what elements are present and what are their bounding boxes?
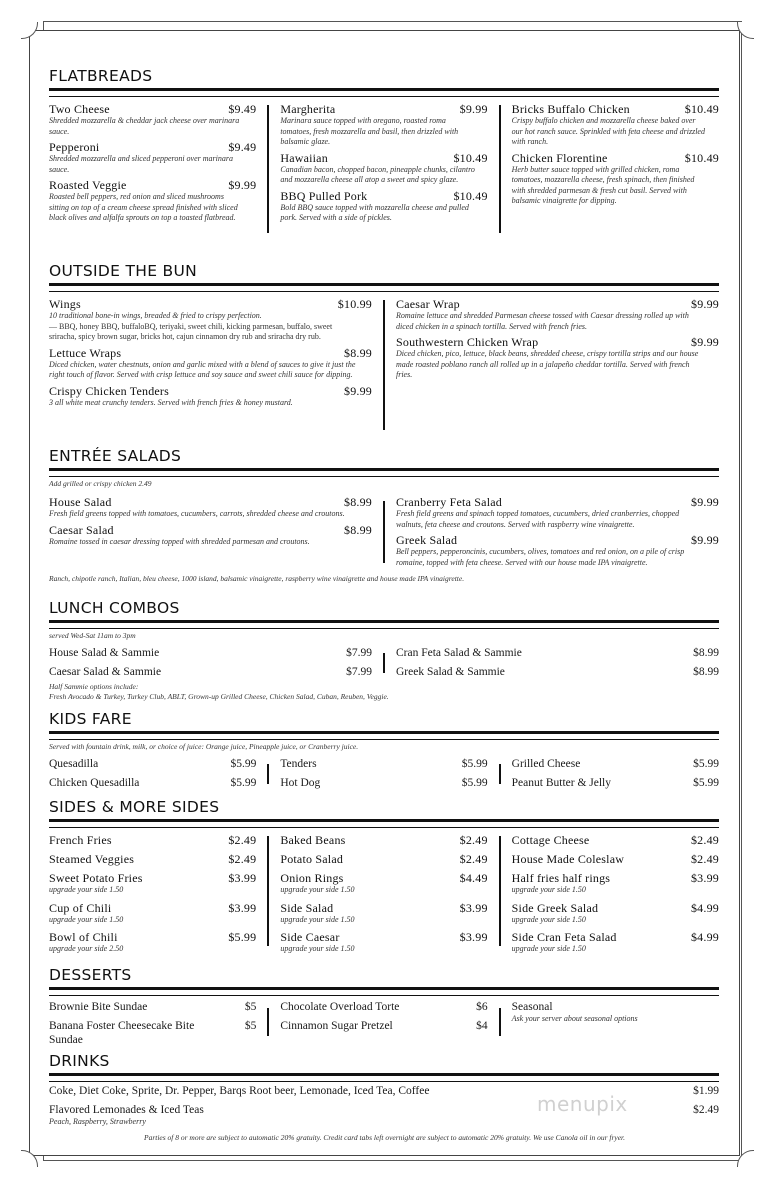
menu-column [49,99,256,233]
item-name: Quesadilla [49,758,99,770]
item-name: Brownie Bite Sundae [49,1001,148,1013]
item-price: $4.99 [690,930,719,944]
menu-item [280,1019,487,1033]
item-price: $5.99 [461,777,488,789]
item-price: $2.49 [459,833,488,847]
item-name: Potato Salad [280,852,344,866]
menu-column [49,752,256,790]
item-name: Chocolate Overload Torte [280,1001,400,1013]
item-price: $8.99 [693,647,719,659]
item-name: Baked Beans [280,833,346,847]
item-name: Cranberry Feta Salad [396,495,502,509]
upgrade-note: upgrade your side 1.50 [511,885,586,894]
item-price: $9.99 [459,102,488,116]
outside-bun-columns [49,294,719,430]
item-price: $10.99 [337,297,372,311]
section-outside-the-bun [49,261,719,438]
item-description: Romaine lettuce and shredded Parmesan cheese tossed with Caesar dressing rolled up with diced chicken in a spinach tortilla. Served with french fries. [396,311,689,331]
item-price: $8.99 [344,495,372,509]
item-name: House Made Coleslaw [511,852,625,866]
item-price: $9.99 [691,533,719,547]
item-name: Caesar Wrap [396,297,460,311]
item-price: $1.99 [693,1085,719,1097]
item-description: Shredded mozzarella and sliced pepperoni over marinara sauce. [49,154,233,174]
section-note: served Wed-Sat 11am to 3pm [49,631,136,640]
menu-column [280,752,487,790]
menu-item [512,102,719,148]
item-name: Greek Salad & Sammie [396,666,505,678]
item-name: Cottage Cheese [511,833,590,847]
menu-item [49,665,372,679]
section-rule [49,987,719,996]
menu-item [512,1000,719,1014]
menu-item [280,871,487,896]
menu-item [512,852,719,866]
menu-column [512,830,719,955]
menu-item [396,297,719,332]
menu-item [49,1000,256,1014]
item-name: Coke, Diet Coke, Sprite, Dr. Pepper, Barqs Root beer, Lemonade, Iced Tea, Coffee [49,1085,430,1097]
menu-item [396,646,719,660]
item-price: $8.99 [344,522,372,537]
menu-column [396,294,719,430]
item-price: $5 [244,1020,257,1032]
column-divider [499,764,501,784]
item-price: $10.49 [453,188,488,203]
menu-item [49,852,256,866]
item-price: $2.49 [693,1104,719,1116]
menu-item [280,757,487,771]
footer-note: Parties of 8 or more are subject to automatic 20% gratuity. Credit card tabs left overnight are subject to automatic 20% gratuity. We use Canola oil in our fryer. [143,1133,625,1142]
item-name: Lettuce Wraps [49,345,122,360]
item-description: Crispy buffalo chicken and mozzarella cheese baked over our hot ranch sauce. Sprinkled with feta cheese and drizzled with ranch. [511,116,705,146]
menu-item [280,776,487,790]
item-price: $3.99 [228,871,257,885]
item-name: Cran Feta Salad & Sammie [396,647,522,659]
item-name: Side Caesar [280,930,340,944]
item-name: Onion Rings [280,871,344,885]
menu-item [280,930,487,955]
item-description: Canadian bacon, chopped bacon, pineapple chunks, cilantro and mozzarella cheese all atop a sweet and spicy glaze. [280,164,475,184]
item-name: Tenders [280,758,317,770]
menu-item [512,871,719,896]
column-divider [267,105,269,233]
item-name: Wings [49,297,81,311]
item-description: Fresh field greens and spinach topped tomatoes, cucumbers, dried cranberries, chopped walnuts, feta cheese and croutons. Served with raspberry wine vinaigrette. [396,509,680,529]
section-kids-fare [49,709,719,789]
item-price: $3.99 [690,871,719,885]
salads-columns [49,489,719,568]
menu-item [49,102,256,137]
item-price: $3.99 [228,900,257,915]
wing-flavors: — BBQ, honey BBQ, buffaloBQ, teriyaki, sweet chili, kicking parmesan, buffalo, sweet sriracha, spicy brown sugar, bricks hot, cajun cinnamon dry rub and sriracha dry rub. [49,321,333,341]
item-price: $4.49 [459,871,488,885]
section-sides [49,797,719,957]
menu-item [49,930,256,955]
menu-item [512,901,719,926]
item-name: Hawaiian [280,150,328,165]
section-lunch-combos [49,598,719,701]
item-name: Chicken Florentine [511,150,608,165]
item-price: $5.99 [693,777,719,789]
item-description: Bold BBQ sauce topped with mozzarella cheese and pulled pork. Served with a side of pickles. [280,202,469,222]
item-price: $5 [244,1001,257,1013]
menu-item [512,151,719,207]
menu-item [280,189,487,224]
menu-column [396,489,719,568]
item-name: Pepperoni [49,140,100,154]
item-price: $5.99 [230,758,257,770]
sammie-options: Fresh Avocado & Turkey, Turkey Club, ABLT, Grown-up Grilled Cheese, Chicken Salad, Cuban, Reuben, Veggie. [49,692,389,701]
menu-item [49,1019,256,1047]
item-name: Hot Dog [280,777,321,789]
menu-column [49,294,372,430]
section-note: Served with fountain drink, milk, or choice of juice: Orange juice, Pineapple juice, or Cranberry juice. [49,742,359,751]
item-description: Diced chicken, water chestnuts, onion and garlic mixed with a blend of sauces to give it just the right touch of flavor. Served with crisp lettuce and soy sauce and sweet chili sauce for dipping. [49,359,356,379]
menu-item [512,930,719,955]
menu-column [280,998,487,1047]
column-divider [267,1008,269,1036]
item-name: Peanut Butter & Jelly [511,777,611,789]
desserts-columns [49,998,719,1047]
column-divider [499,836,501,946]
section-rule [49,731,719,740]
section-title: SIDES & MORE SIDES [49,798,220,816]
menu-column [49,641,372,679]
item-price: $9.99 [691,495,719,509]
upgrade-note: upgrade your side 1.50 [511,914,586,924]
section-title: DESSERTS [49,966,132,984]
item-name: Greek Salad [396,533,458,547]
menu-item [280,901,487,926]
item-name: Side Salad [280,900,334,915]
section-title: DRINKS [49,1052,110,1070]
section-note: Add grilled or crispy chicken 2.49 [49,479,152,488]
menu-item [49,523,372,548]
menu-item [280,833,487,847]
menu-item [396,495,719,530]
item-name: Bowl of Chili [49,930,118,944]
menu-item [49,140,256,175]
kids-columns [49,752,719,790]
item-name: Roasted Veggie [49,178,127,192]
menu-item [49,384,372,409]
item-name: Side Greek Salad [511,900,599,915]
item-name: Seasonal [511,1001,553,1013]
menu-item [49,346,372,381]
menu-column [512,99,719,233]
item-description: 3 all white meat crunchy tenders. Served with french fries & honey mustard. [49,397,293,407]
item-description: Bell peppers, pepperoncinis, cucumbers, olives, tomatoes and red onion, on a pile of crisp romaine, topped with feta cheese. Served with our house made IPA vinaigrette. [396,547,685,567]
menu-column [512,752,719,790]
menu-item [280,102,487,148]
menu-item [49,833,256,847]
item-name: Crispy Chicken Tenders [49,383,169,398]
item-price: $3.99 [459,900,488,915]
menu-item [280,1000,487,1014]
item-name: Grilled Cheese [511,758,581,770]
item-price: $2.49 [690,833,719,847]
item-price: $5.99 [461,758,488,770]
item-description: 10 traditional bone-in wings, breaded & fried to crispy perfection. [49,311,262,320]
item-price: $10.49 [453,150,488,165]
section-title: FLATBREADS [49,67,153,85]
lunch-columns [49,641,719,679]
sammie-options-label: Half Sammie options include: [49,682,139,691]
menu-item [396,335,719,381]
section-entree-salads [49,446,719,590]
item-name: Side Cran Feta Salad [511,930,617,944]
upgrade-note: upgrade your side 2.50 [49,944,124,953]
item-price: $7.99 [346,647,372,659]
item-name: House Salad & Sammie [49,647,160,659]
item-description: Marinara sauce topped with oregano, roasted roma tomatoes, fresh mozzarella and basil, then drizzled with balsamic glaze. [280,116,459,146]
flatbreads-columns [49,99,719,233]
item-name: House Salad [49,495,112,509]
item-price: $2.49 [228,833,257,847]
menu-item [396,533,719,568]
menu-item [512,833,719,847]
item-name: Caesar Salad & Sammie [49,666,162,678]
item-name: Half fries half rings [511,871,611,885]
item-price: $9.99 [228,178,257,192]
item-description: Romaine tossed in caesar dressing topped with shredded parmesan and croutons. [49,536,310,546]
menu-column [396,641,719,679]
column-divider [499,1008,501,1036]
section-title: LUNCH COMBOS [49,599,180,617]
item-name: Flavored Lemonades & Iced Teas [49,1104,204,1116]
menu-item [49,776,256,790]
sides-columns [49,830,719,955]
item-price: $5.99 [693,758,719,770]
item-price: $5.99 [228,930,257,944]
section-title: KIDS FARE [49,710,132,728]
item-name: Steamed Veggies [49,852,135,866]
section-rule [49,819,719,828]
item-name: Cinnamon Sugar Pretzel [280,1020,393,1032]
item-price: $4 [476,1020,488,1032]
section-flatbreads [49,66,719,253]
item-name: Caesar Salad [49,522,114,537]
item-name: Sweet Potato Fries [49,871,143,885]
item-price: $9.99 [344,383,372,398]
upgrade-note: upgrade your side 1.50 [280,914,355,924]
section-rule [49,468,719,477]
menu-item [512,776,719,790]
column-divider [499,105,501,233]
menupix-watermark: menupix [537,1092,628,1116]
item-name: Southwestern Chicken Wrap [396,335,539,349]
item-name: Banana Foster Cheesecake Bite Sundae [49,1020,195,1046]
menu-content [49,66,719,1136]
dressing-options: Ranch, chipotle ranch, Italian, bleu cheese, 1000 island, balsamic vinaigrette, raspberry wine vinaigrette and house made IPA vinaigrette. [49,574,465,583]
item-price: $7.99 [346,666,372,678]
section-title: OUTSIDE THE BUN [49,262,197,280]
upgrade-note: upgrade your side 1.50 [49,885,124,894]
upgrade-note: upgrade your side 1.50 [511,944,586,953]
menu-column [49,998,256,1047]
upgrade-note: upgrade your side 1.50 [49,914,124,924]
section-title: ENTRÉE SALADS [49,447,182,465]
item-description: Shredded mozzarella & cheddar jack cheese over marinara sauce. [49,116,240,136]
item-price: $4.99 [690,900,719,915]
item-name: BBQ Pulled Pork [280,188,368,203]
column-divider [383,653,385,673]
item-name: Two Cheese [49,102,110,116]
menu-item [396,665,719,679]
item-description: Herb butter sauce topped with grilled chicken, roma tomatoes, mozzarella cheese, fresh spinach, then finished with shredded parmesan & fresh cut basil. Served with balsamic vinaigrette for dipping. [511,164,695,205]
item-price: $2.49 [228,852,257,866]
menu-column [49,830,256,955]
item-price: $8.99 [344,345,372,360]
item-price: $3.99 [459,930,488,944]
section-rule [49,283,719,292]
menu-item [49,495,372,520]
item-description: Fresh field greens topped with tomatoes, cucumbers, carrots, shredded cheese and croutons. [49,509,345,518]
menu-column [49,489,372,568]
menu-item [49,646,372,660]
item-description: Roasted bell peppers, red onion and sliced mushrooms sitting on top of a cream cheese spread finished with sliced black olives and alfalfa sprouts on top a toasted flatbread. [49,192,238,222]
section-drinks [49,1051,719,1128]
column-divider [383,300,385,430]
item-price: $10.49 [684,150,719,165]
menu-item [49,178,256,224]
upgrade-note: upgrade your side 1.50 [280,944,355,953]
item-name: Margherita [280,102,336,116]
menu-item [280,852,487,866]
item-name: French Fries [49,833,112,847]
menu-item [49,757,256,771]
item-price: $9.49 [228,140,257,154]
column-divider [383,501,385,563]
item-price: $10.49 [684,102,719,116]
item-name: Bricks Buffalo Chicken [511,102,630,116]
menu-column [280,830,487,955]
item-description: Peach, Raspberry, Strawberry [49,1117,146,1126]
item-price: $2.49 [459,852,488,866]
section-rule [49,620,719,629]
item-name: Chicken Quesadilla [49,777,140,789]
column-divider [267,764,269,784]
menu-item [512,757,719,771]
column-divider [267,836,269,946]
item-price: $9.49 [228,102,257,116]
item-name: Cup of Chili [49,900,112,915]
item-description: Diced chicken, pico, lettuce, black beans, shredded cheese, crispy tortilla strips and our house made roasted poblano ranch all rolled up in a jalapeño cheddar tortilla. Served with french fries. [396,349,699,379]
item-price: $9.99 [691,297,719,311]
menu-item [49,297,372,343]
item-price: $9.99 [691,335,719,349]
section-rule [49,88,719,97]
menu-item [49,871,256,896]
menu-column [280,99,487,233]
section-rule [49,1073,719,1082]
item-price: $5.99 [230,777,257,789]
upgrade-note: upgrade your side 1.50 [280,885,355,894]
item-price: $6 [476,1001,488,1013]
menu-column [512,998,719,1047]
section-desserts [49,965,719,1046]
item-description: Ask your server about seasonal options [511,1014,638,1023]
item-price: $8.99 [693,666,719,678]
menu-item [49,901,256,926]
item-price: $2.49 [690,852,719,866]
menu-item [280,151,487,186]
